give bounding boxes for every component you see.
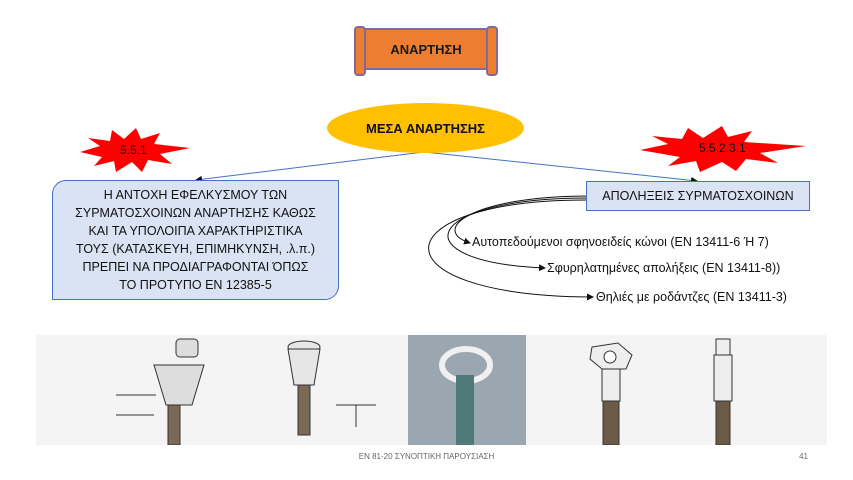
swaged-stud-drawing: [714, 339, 732, 445]
center-ellipse: [327, 103, 524, 153]
swaged-eye-drawing: [590, 343, 632, 445]
terminations-illustration: [36, 335, 827, 445]
tensile-strength-box: Η ΑΝΤΟΧΗ ΕΦΕΛΚΥΣΜΟΥ ΤΩΝ ΣΥΡΜΑΤΟΣΧΟΙΝΩΝ ΑΝΑΡΤΗΣΗΣ ΚΑΘΩΣ ΚΑΙ ΤΑ ΥΠΟΛΟΙΠΑ ΧΑΡΑΚΤΗΡΙΣΤΙΚΑ ΤΟΥΣ (ΚΑΤΑΣΚΕΥΗ, ΕΠΙΜΗΚΥΝΣΗ, .λ.π.) ΠΡΕΠΕΙ ΝΑ ΠΡΟΔΙΑΓΡΑΦΟΝΤΑΙ ΌΠΩΣ ΤΟ ΠΡΟΤΥΠΟ ΕΝ 12385-5: [52, 180, 339, 300]
title-banner: [358, 28, 494, 70]
termination-item-thimble: Θηλιές με ροδάντζες (ΕΝ 13411-3): [596, 290, 787, 304]
thimble-drawing: [408, 335, 526, 445]
curve-arrow-2: [448, 198, 588, 268]
terminations-title: ΑΠΟΛΗΞΕΙΣ ΣΥΡΜΑΤΟΣΧΟΙΝΩΝ: [602, 189, 794, 203]
right-star-label: 5.5.2.3.1: [699, 141, 746, 155]
center-text: ΜΕΣΑ ΑΝΑΡΤΗΣΗΣ: [366, 120, 485, 136]
title-text: ΑΝΑΡΤΗΣΗ: [390, 41, 462, 57]
termination-item-wedge: Αυτοπεδούμενοι σφηνοειδείς κώνοι (ΕΝ 13411-6 Ή 7): [472, 235, 769, 249]
terminations-drawings: [36, 335, 827, 445]
page-number: 41: [799, 452, 808, 461]
arrow-to-left-box: [196, 152, 424, 180]
conical-socket-drawing: [288, 341, 376, 435]
termination-item-swaged: Σφυρηλατημένες απολήξεις (ΕΝ 13411-8)): [547, 261, 781, 275]
left-star-label: 5.5.1: [120, 143, 147, 157]
terminations-box: [586, 181, 810, 211]
wedge-socket-drawing: [116, 339, 204, 445]
footer-text: ΕΝ 81-20 ΣΥΝΟΠΤΙΚΗ ΠΑΡΟΥΣΙΑΣΗ: [358, 452, 495, 461]
arrow-to-right-box: [424, 152, 697, 181]
